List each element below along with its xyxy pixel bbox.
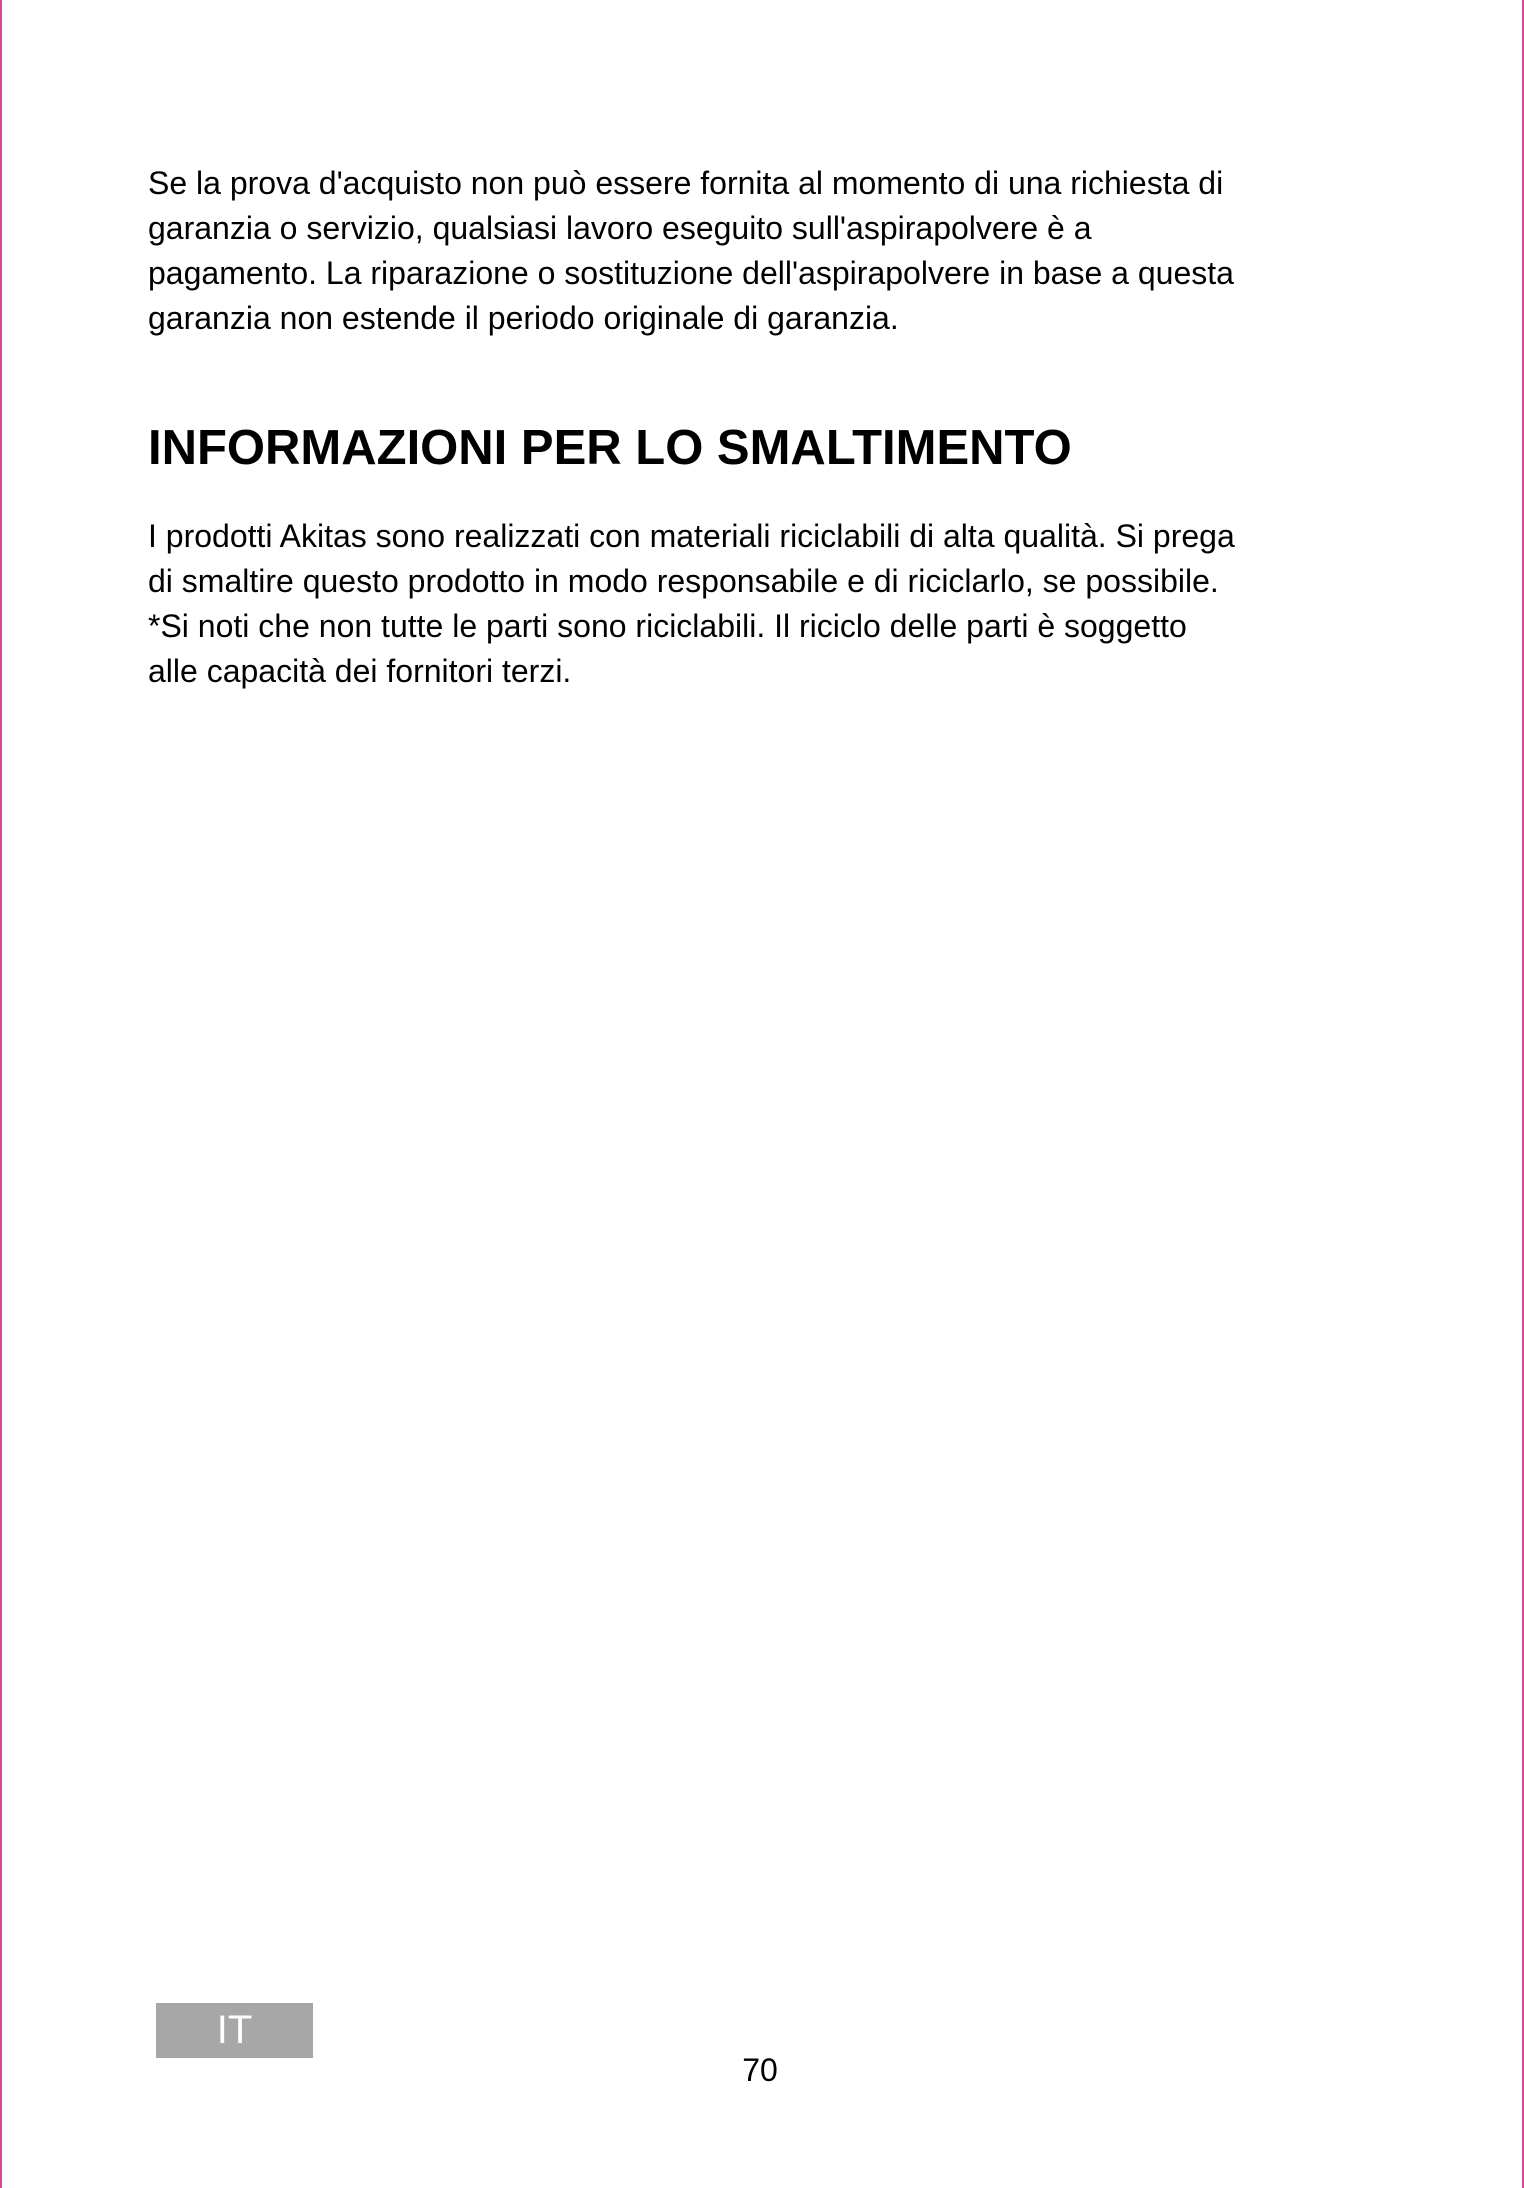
disposal-paragraph [148,514,1408,694]
warranty-paragraph [148,161,1408,341]
warranty-line: garanzia non estende il periodo originale di garanzia. [148,300,899,336]
warranty-line: Se la prova d'acquisto non può essere fornita al momento di una richiesta di [148,165,1224,201]
warranty-line: pagamento. La riparazione o sostituzione dell'aspirapolvere in base a questa [148,255,1234,291]
warranty-line: garanzia o servizio, qualsiasi lavoro eseguito sull'aspirapolvere è a [148,210,1092,246]
language-badge: IT [156,2003,313,2058]
disposal-line: alle capacità dei fornitori terzi. [148,653,572,689]
disposal-line: I prodotti Akitas sono realizzati con materiali riciclabili di alta qualità. Si prega [148,518,1235,554]
page-number: 70 [742,2052,778,2088]
disposal-line: di smaltire questo prodotto in modo responsabile e di riciclarlo, se possibile. [148,563,1219,599]
disposal-heading: INFORMAZIONI PER LO SMALTIMENTO [148,421,1072,475]
disposal-line: *Si noti che non tutte le parti sono riciclabili. Il riciclo delle parti è soggetto [148,608,1187,644]
